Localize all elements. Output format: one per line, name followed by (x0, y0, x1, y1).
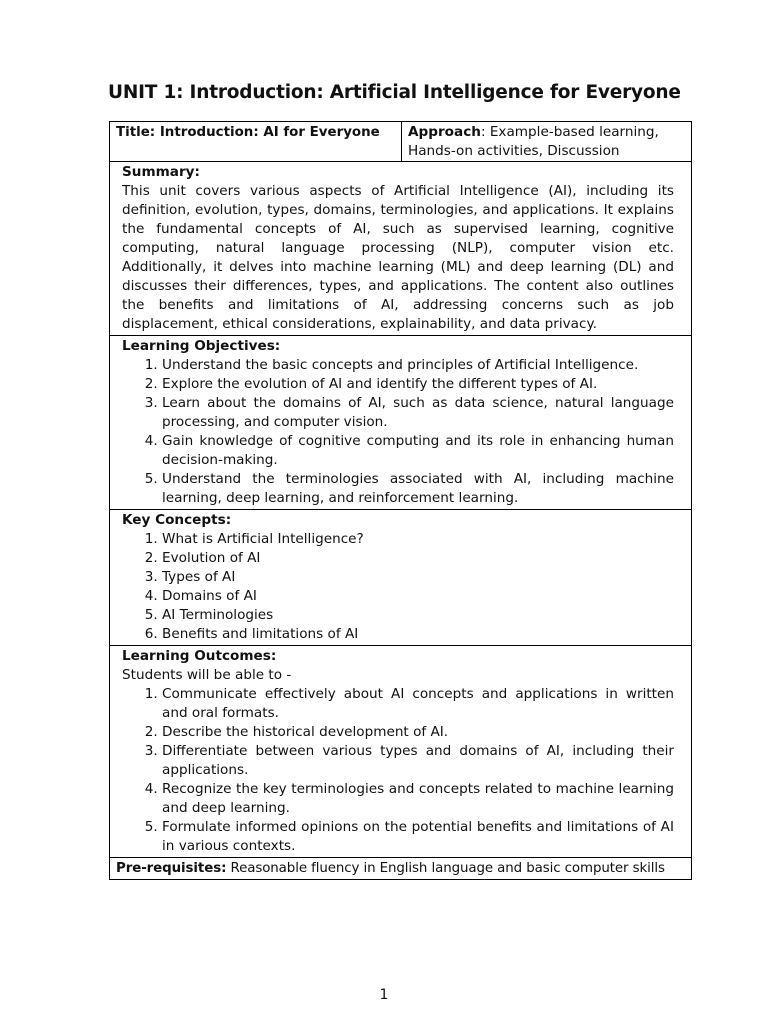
approach-cell (402, 122, 692, 162)
key-concepts-cell (110, 510, 692, 646)
unit-overview-table (109, 121, 692, 880)
header-row (110, 122, 692, 162)
list-item: 2. Evolution of AI (162, 549, 674, 568)
list-item: 2. Describe the historical development of AI. (162, 723, 674, 742)
list-item: 1. What is Artificial Intelligence? (162, 530, 674, 549)
list-item: 1. Communicate effectively about AI concepts and applications in written and oral formats. (162, 685, 674, 723)
learning-outcomes-list (122, 685, 674, 856)
learning-outcomes-intro: Students will be able to - (122, 667, 292, 683)
key-concepts-row (110, 510, 692, 646)
prerequisites-cell (110, 858, 692, 880)
approach-text: : Example-based learning, Hands-on activities, Discussion (408, 124, 659, 159)
learning-objectives-cell (110, 336, 692, 510)
summary-row (110, 162, 692, 336)
list-item: 5. AI Terminologies (162, 606, 674, 625)
list-item: 1. Understand the basic concepts and principles of Artificial Intelligence. (162, 356, 674, 375)
list-item: 4. Domains of AI (162, 587, 674, 606)
summary-cell (110, 162, 692, 336)
list-item: 5. Formulate informed opinions on the potential benefits and limitations of AI in various contexts. (162, 818, 674, 856)
list-item: 4. Recognize the key terminologies and concepts related to machine learning and deep learning. (162, 780, 674, 818)
learning-outcomes-cell (110, 646, 692, 858)
summary-text: This unit covers various aspects of Artificial Intelligence (AI), including its definition, evolution, types, domains, terminologies, and applications. It explains the fundamental concepts of AI, such as supervised learning, cognitive computing, natural language processing (NLP), computer vision etc. Additionally, it delves into machine learning (ML) and deep learning (DL) and discusses their differences, types, and applications. The content also outlines the benefits and limitations of AI, addressing concerns such as job displacement, ethical considerations, explainability, and data privacy. (122, 183, 674, 332)
key-concepts-label: Key Concepts: (122, 512, 232, 528)
unit-heading: UNIT 1: Introduction: Artificial Intelligence for Everyone (108, 82, 681, 103)
list-item: 5. Understand the terminologies associated with AI, including machine learning, deep learning, and reinforcement learning. (162, 470, 674, 508)
list-item: 3. Differentiate between various types and domains of AI, including their applications. (162, 742, 674, 780)
learning-objectives-label: Learning Objectives: (122, 338, 281, 354)
learning-outcomes-row (110, 646, 692, 858)
learning-objectives-row (110, 336, 692, 510)
page-number: 1 (379, 987, 389, 1003)
list-item: 3. Types of AI (162, 568, 674, 587)
learning-objectives-list (122, 356, 674, 508)
list-item: 6. Benefits and limitations of AI (162, 625, 674, 644)
prerequisites-label: Pre-requisites: (116, 861, 227, 876)
title-cell (110, 122, 402, 162)
approach-label: Approach (408, 124, 481, 140)
key-concepts-list (122, 530, 674, 644)
list-item: 3. Learn about the domains of AI, such as data science, natural language processing, and computer vision. (162, 394, 674, 432)
summary-label: Summary: (122, 164, 200, 180)
prerequisites-text: Reasonable fluency in English language and basic computer skills (226, 861, 665, 876)
title-text: Title: Introduction: AI for Everyone (116, 125, 380, 140)
list-item: 4. Gain knowledge of cognitive computing and its role in enhancing human decision-making. (162, 432, 674, 470)
prerequisites-row (110, 858, 692, 880)
learning-outcomes-label: Learning Outcomes: (122, 648, 277, 664)
list-item: 2. Explore the evolution of AI and identify the different types of AI. (162, 375, 674, 394)
